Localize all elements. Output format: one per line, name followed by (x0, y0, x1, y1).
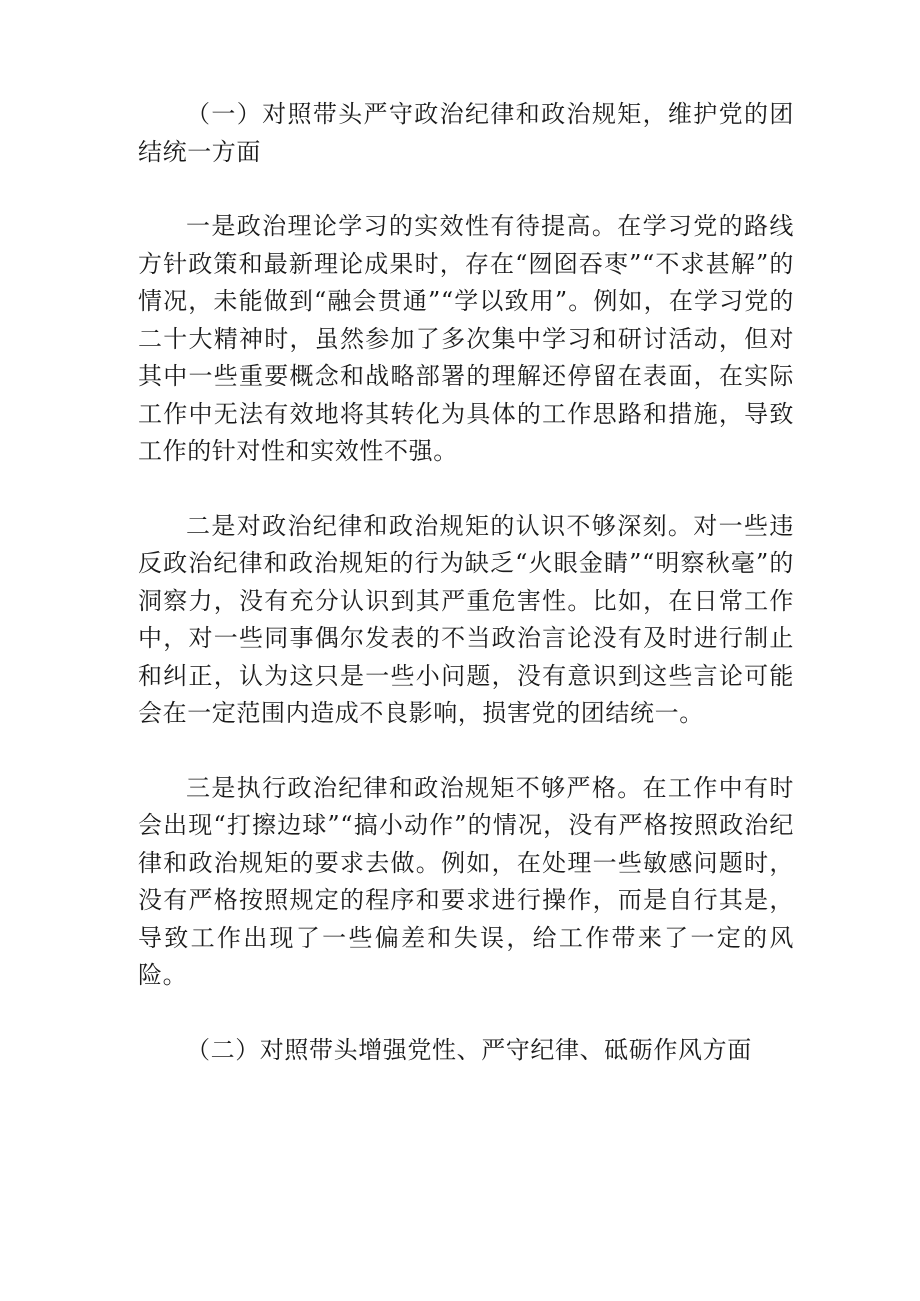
paragraph-2: 二是对政治纪律和政治规矩的认识不够深刻。对一些违反政治纪律和政治规矩的行为缺乏“火眼金睛”“明察秋毫”的洞察力，没有充分认识到其严重危害性。比如，在日常工作中，对一些同事偶尔发表的不当政治言论没有及时进行制止和纠正，认为这只是一些小问题，没有意识到这些言论可能会在一定范围内造成不良影响，损害党的团结统一。 (138, 511, 794, 727)
paragraph-spacer (138, 171, 794, 208)
paragraph-3: 三是执行政治纪律和政治规矩不够严格。在工作中有时会出现“打擦边球”“搞小动作”的情况，没有严格按照政治纪律和政治规矩的要求去做。例如，在处理一些敏感问题时，没有严格按照规定的程序和要求进行操作，而是自行其是，导致工作出现了一些偏差和失误，给工作带来了一定的风险。 (138, 773, 794, 989)
document-body (138, 96, 794, 1069)
paragraph-spacer (138, 471, 794, 508)
paragraph-spacer (138, 995, 794, 1032)
paragraph-spacer (138, 733, 794, 770)
section-heading-2: （二）对照带头增强党性、严守纪律、砥砺作风方面 (186, 1035, 752, 1064)
section-heading-1: （一）对照带头严守政治纪律和政治规矩，维护党的团结统一方面 (138, 100, 794, 166)
paragraph-1: 一是政治理论学习的实效性有待提高。在学习党的路线方针政策和最新理论成果时，存在“囫囵吞枣”“不求甚解”的情况，未能做到“融会贯通”“学以致用”。例如，在学习党的二十大精神时，虽然参加了多次集中学习和研讨活动，但对其中一些重要概念和战略部署的理解还停留在表面，在实际工作中无法有效地将其转化为具体的工作思路和措施，导致工作的针对性和实效性不强。 (138, 212, 794, 465)
